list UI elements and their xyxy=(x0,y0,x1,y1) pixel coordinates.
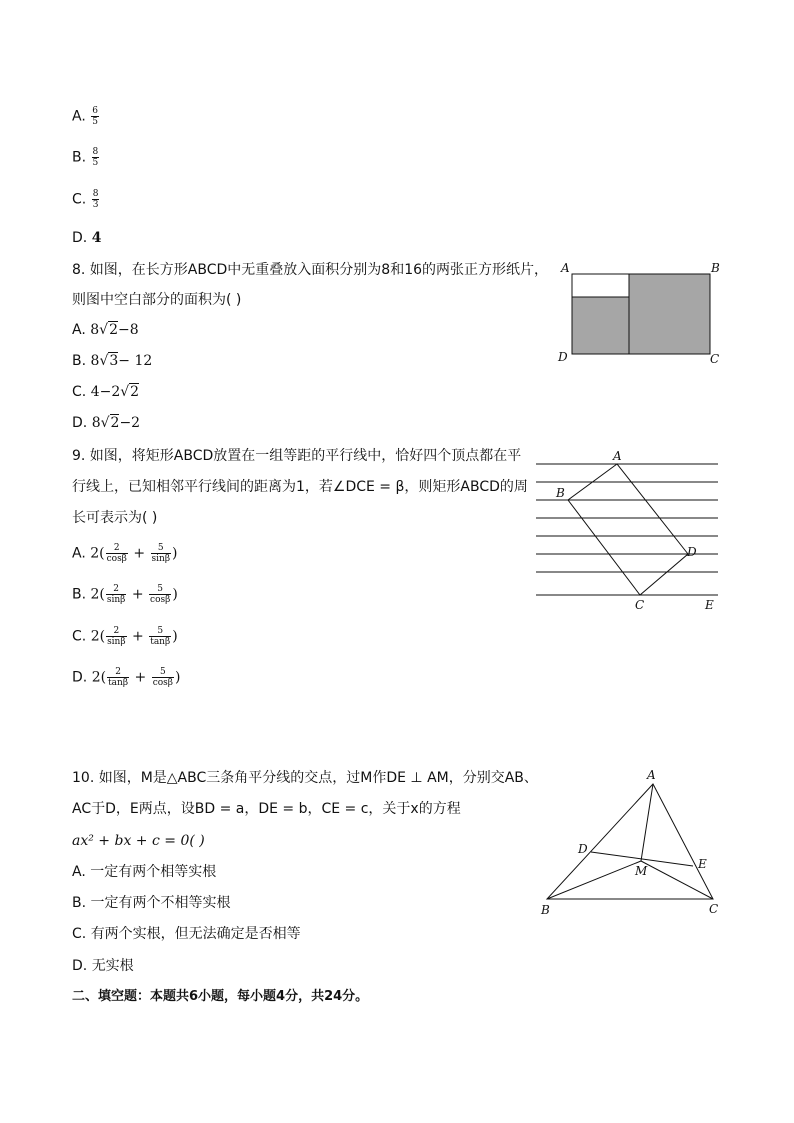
q10-label-b: B xyxy=(541,903,550,917)
q9-option-b: B. 2( $\frac{2}{\sin\beta}$ + $\frac{5}{\cos\beta}$ ) xyxy=(72,584,178,605)
q9-stem-line3: 长可表示为( ) xyxy=(72,510,158,526)
q7-option-a: A. $\frac{6}{5}$ xyxy=(72,106,98,127)
q8-square-area-8 xyxy=(572,297,629,354)
q8-square-area-16 xyxy=(629,274,710,354)
section2-heading: 二、填空题：本题共6小题，每小题4分，共24分。 xyxy=(72,989,369,1004)
q10-label-a: A xyxy=(647,768,656,782)
q9-option-d: D. 2( $\frac{2}{\tan\beta}$ + $\frac{5}{\cos\beta}$ ) xyxy=(72,667,181,688)
q10-triangle-figure xyxy=(535,765,725,920)
q10-label-c: C xyxy=(709,902,719,916)
q8-label-a: A xyxy=(561,261,570,275)
q8-label-b: B xyxy=(711,261,720,275)
q9-rectangle-abcd xyxy=(568,464,688,595)
q9-option-c: C. 2( $\frac{2}{\sin\beta}$ + $\frac{5}{\tan\beta}$ ) xyxy=(72,626,178,647)
q9-label-e: E xyxy=(705,598,714,612)
q10-option-d: D. 无实根 xyxy=(72,958,134,974)
q10-option-a: A. 一定有两个相等实根 xyxy=(72,864,217,880)
q9-label-b: B xyxy=(556,486,565,500)
q10-label-m: M xyxy=(635,864,648,878)
q7-option-b-fraction: $\frac{8}{5}$ xyxy=(92,147,99,168)
q10-stem-line1: 10. 如图，M是△ABC三条角平分线的交点，过M作DE ⊥ AM，分别交AB、 xyxy=(72,770,538,786)
q10-stem-line2: AC于D，E两点，设BD = a，DE = b，CE = c，关于x的方程 xyxy=(72,801,461,817)
q8-stem-line1: 8. 如图，在长方形ABCD中无重叠放入面积分别为8和16的两张正方形纸片， xyxy=(72,262,549,278)
q8-option-b: B. 8√3− 12 xyxy=(72,353,153,369)
q8-label-c: C xyxy=(710,352,720,366)
q7-option-c-fraction: $\frac{8}{3}$ xyxy=(92,189,99,210)
q9-label-a: A xyxy=(613,449,622,463)
q10-option-c: C. 有两个实根，但无法确定是否相等 xyxy=(72,926,301,942)
q9-label-d: D xyxy=(687,545,697,559)
q10-segment-bm xyxy=(547,861,641,899)
q9-label-c: C xyxy=(635,598,645,612)
q8-rectangle-figure xyxy=(552,258,732,370)
q10-triangle-abc xyxy=(547,784,713,899)
q9-option-a: A. 2( $\frac{2}{\cos\beta}$ + $\frac{5}{\sin\beta}$ ) xyxy=(72,543,178,564)
q8-label-d: D xyxy=(558,350,568,364)
q7-option-a-fraction: $\frac{6}{5}$ xyxy=(92,106,98,127)
q9-parallel-lines-figure xyxy=(530,448,730,618)
q8-option-d: D. 8√2−2 xyxy=(72,415,141,431)
q8-stem-line2: 则图中空白部分的面积为( ) xyxy=(72,292,242,308)
q10-label-d: D xyxy=(578,842,588,856)
q9-stem-line1: 9. 如图，将矩形ABCD放置在一组等距的平行线中，恰好四个顶点都在平 xyxy=(72,448,522,464)
q9-stem-line2: 行线上，已知相邻平行线间的距离为1，若∠DCE = β，则矩形ABCD的周 xyxy=(72,479,528,495)
q7-option-c: C. $\frac{8}{3}$ xyxy=(72,189,99,210)
q10-option-b: B. 一定有两个不相等实根 xyxy=(72,895,231,911)
q7-option-b: B. $\frac{8}{5}$ xyxy=(72,147,99,168)
q10-label-e: E xyxy=(698,857,707,871)
q8-option-a: A. 8√2−8 xyxy=(72,322,139,338)
q10-stem-line3: ax² + bx + c = 0( ) xyxy=(72,833,205,849)
q7-option-d: D. 4 xyxy=(72,230,102,246)
q8-option-c: C. 4−2√2 xyxy=(72,384,140,400)
q9-parallel-lines xyxy=(536,464,718,595)
